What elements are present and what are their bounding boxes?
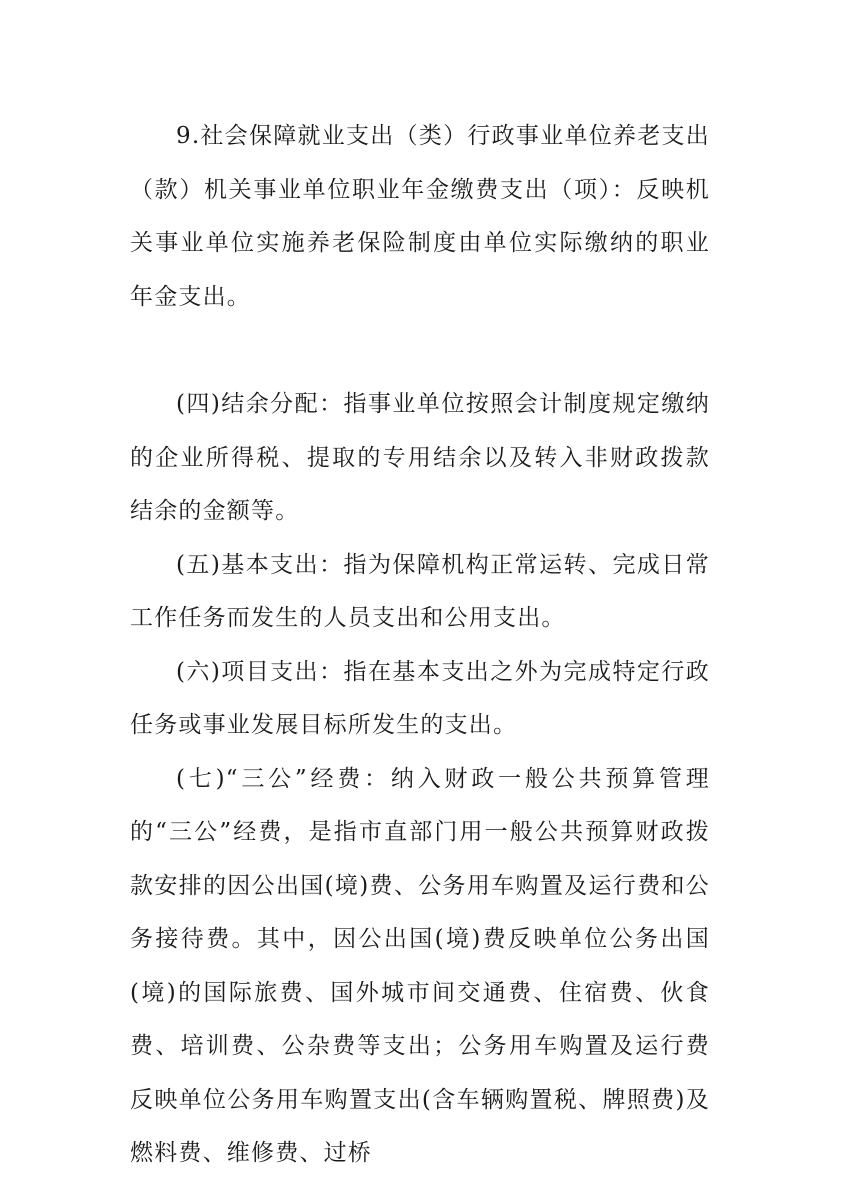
paragraph-three-public-expenses: (七)“三公”经费：纳入财政一般公共预算管理的“三公”经费，是指市直部门用一般公共预算财政拨款安排的因公出国(境)费、公务用车购置及运行费和公务接待费。其中，因公出国(境)费反映单位公务出国(境)的国际旅费、国外城市间交通费、住宿费、伙食费、培训费、公杂费等支出；公务用车购置及运行费反映单位公务用车购置支出(含车辆购置税、牌照费)及燃料费、维修费、过桥 [130, 765, 710, 1166]
paragraph-pension-annuity: 9.社会保障就业支出（类）行政事业单位养老支出（款）机关事业单位职业年金缴费支出（项）：反映机关事业单位实施养老保险制度由单位实际缴纳的职业年金支出。 [130, 123, 710, 310]
paragraph-project-expenditure: (六)项目支出：指在基本支出之外为完成特定行政任务或事业发展目标所发生的支出。 [130, 658, 710, 738]
paragraph-surplus-distribution: (四)结余分配：指事业单位按照会计制度规定缴纳的企业所得税、提取的专用结余以及转入非财政拨款结余的金额等。 [130, 391, 710, 524]
paragraph-spacer [130, 324, 710, 378]
document-body [130, 110, 710, 1181]
paragraph-basic-expenditure: (五)基本支出：指为保障机构正常运转、完成日常工作任务而发生的人员支出和公用支出。 [130, 551, 710, 631]
